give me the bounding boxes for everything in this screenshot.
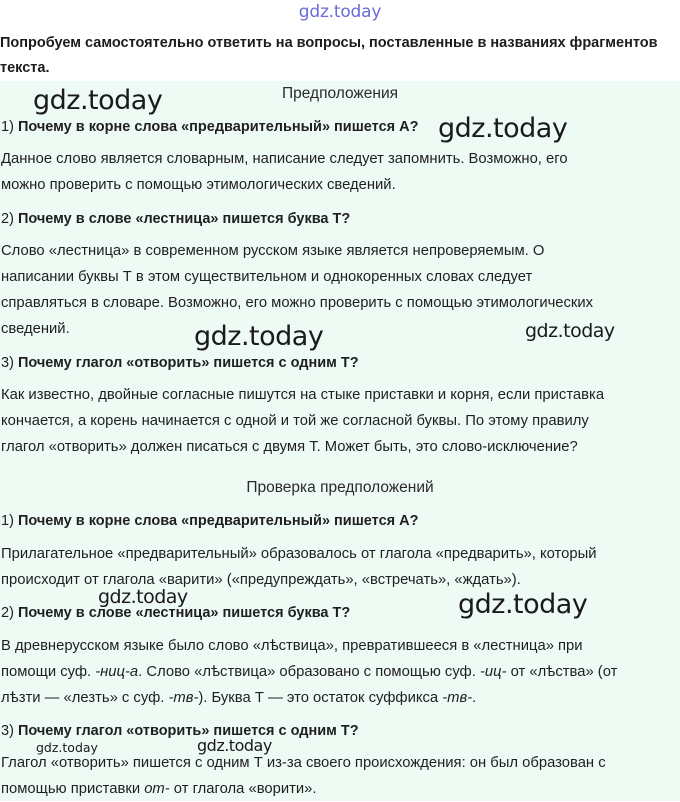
answer-line: происходит от глагола «варити» («предупреждать», «встречать», «ждать»). xyxy=(1,572,521,588)
watermark: gdz.today xyxy=(458,589,588,620)
watermark: gdz.today xyxy=(98,586,188,608)
watermark: gdz.today xyxy=(525,320,615,342)
answer-line: написании буквы Т в этом существительном и однокоренных словах следует xyxy=(1,269,533,285)
question-2-1: 1) Почему в корне слова «предварительный» пишется А? xyxy=(1,513,419,529)
answer-line: Прилагательное «предварительный» образовалось от глагола «предварить», который xyxy=(1,546,597,562)
answer-line: В древнерусском языке было слово «лѣствица», превратившееся в «лестница» при xyxy=(1,638,583,654)
watermark: gdz.today xyxy=(33,85,163,116)
section-heading-assumptions: Предположения xyxy=(281,85,399,102)
answer-line: лѣзти — «лезть» с суф. -тв-). Буква Т — это остаток суффикса -тв-. xyxy=(1,690,477,706)
watermark: gdz.today xyxy=(194,321,324,352)
answer-line: Данное слово является словарным, написание следует запомнить. Возможно, его xyxy=(1,151,568,167)
answer-line: помощи суф. -ниц-а. Слово «лѣствица» образовано с помощью суф. -иц- от «лѣства» (от xyxy=(1,664,618,680)
question-1-2: 2) Почему в слове «лестница» пишется буква Т? xyxy=(1,211,351,227)
answer-line: глагол «отворить» должен писаться с двумя Т. Может быть, это слово-исключение? xyxy=(1,439,578,455)
intro-text: Попробуем самостоятельно ответить на вопросы, поставленные в названиях фрагментов текста. xyxy=(0,35,658,76)
answer-line: сведений. xyxy=(1,321,70,337)
watermark: gdz.today xyxy=(438,113,568,144)
question-1-1: 1) Почему в корне слова «предварительный» пишется А? xyxy=(1,119,419,135)
answer-line: кончается, а корень начинается с одной и той же согласной буквы. По этому правилу xyxy=(1,413,589,429)
answer-line: помощью приставки от- от глагола «ворити». xyxy=(1,781,317,797)
answer-line: Глагол «отворить» пишется с одним Т из-за своего происхождения: он был образован с xyxy=(1,755,606,771)
question-2-2: 2) Почему в слове «лестница» пишется буква Т? xyxy=(1,605,351,621)
section-heading-verification: Проверка предположений xyxy=(246,479,434,496)
answer-line: Слово «лестница» в современном русском языке является непроверяемым. О xyxy=(1,243,545,259)
question-2-3: 3) Почему глагол «отворить» пишется с одним Т? xyxy=(1,723,359,739)
watermark: gdz.today xyxy=(36,740,98,755)
answer-line: Как известно, двойные согласные пишутся на стыке приставки и корня, если приставка xyxy=(1,387,605,403)
watermark: gdz.today xyxy=(197,736,272,755)
answer-line: справляться в словаре. Возможно, его можно проверить с помощью этимологических xyxy=(1,295,594,311)
answer-line: можно проверить с помощью этимологических сведений. xyxy=(1,177,396,193)
question-1-3: 3) Почему глагол «отворить» пишется с одним Т? xyxy=(1,355,359,371)
top-watermark: gdz.today xyxy=(298,2,382,22)
